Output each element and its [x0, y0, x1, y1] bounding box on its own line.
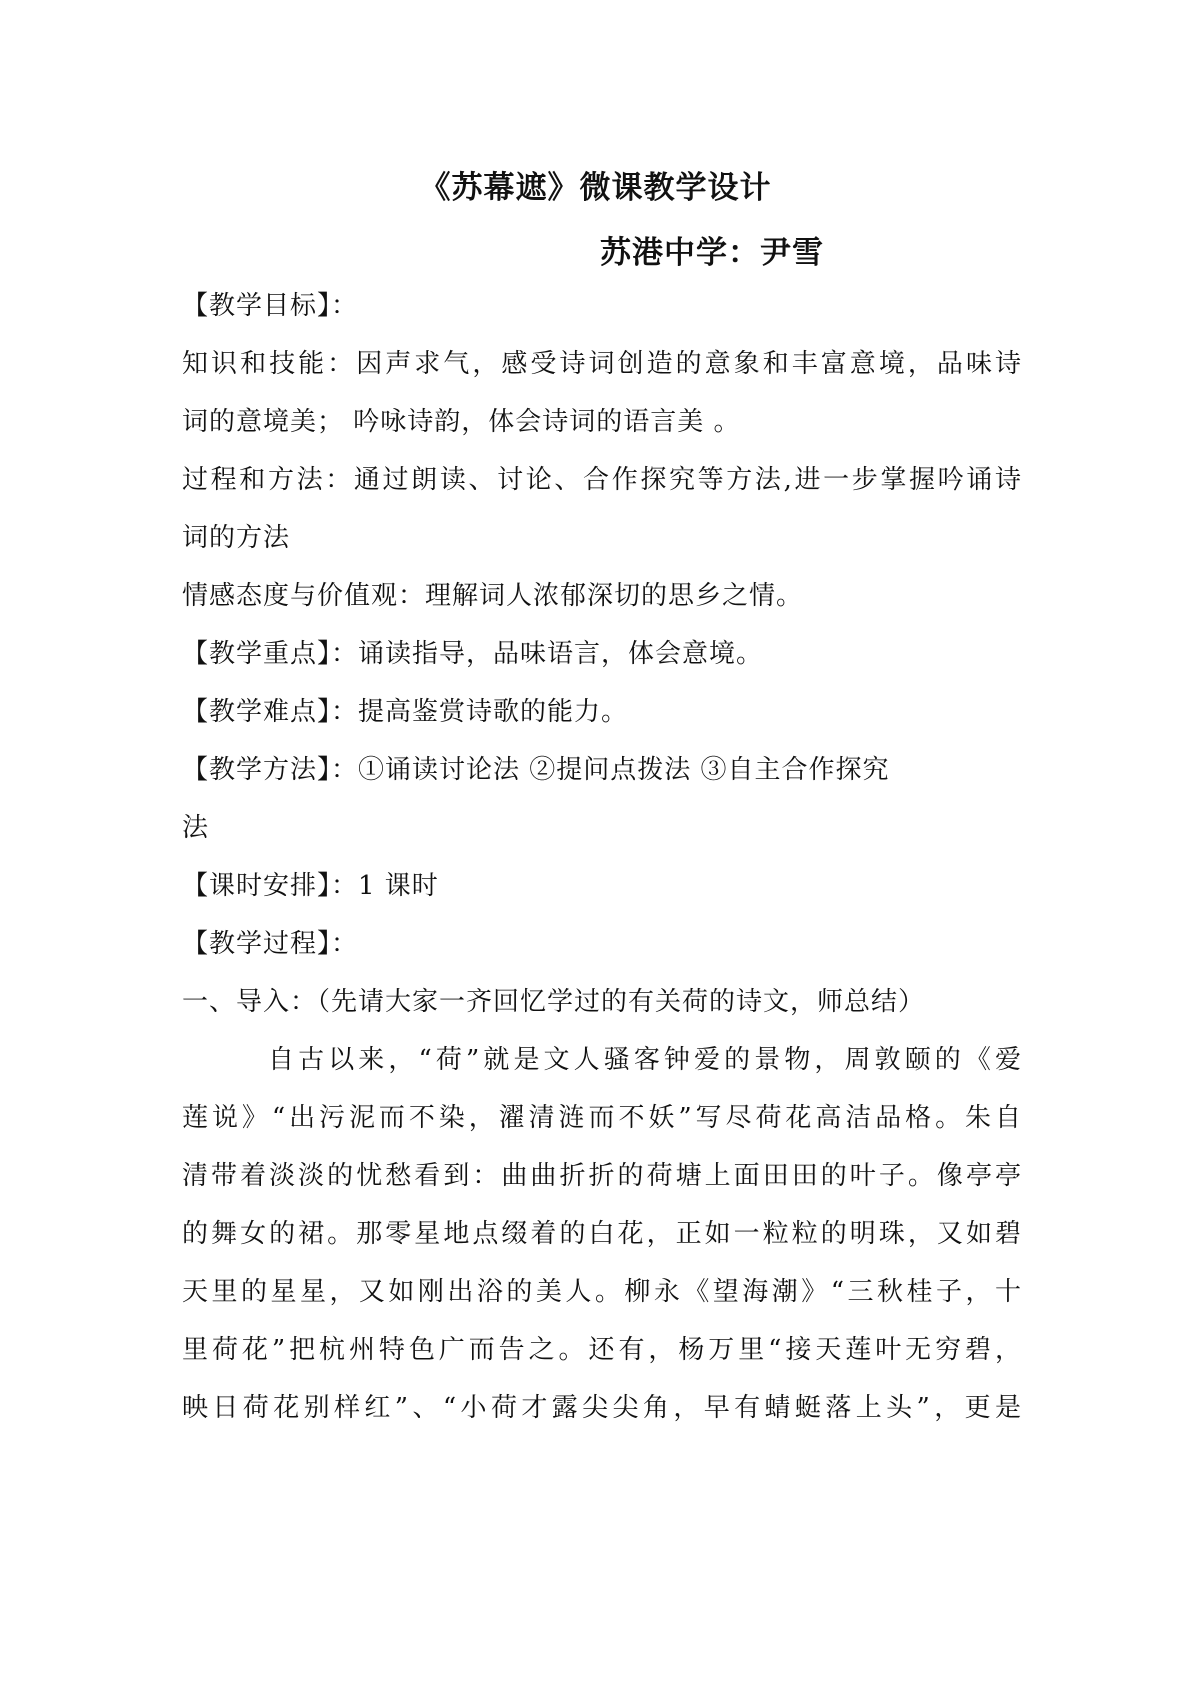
- paragraph-line: 映日荷花别样红”、“小荷才露尖尖角，早有蜻蜓落上头”，更是: [182, 1393, 1022, 1423]
- section-heading-schedule: 【课时安排】：1 课时: [182, 871, 439, 901]
- paragraph-line: 词的意境美； 吟咏诗韵，体会诗词的语言美 。: [182, 407, 741, 437]
- paragraph-line: 情感态度与价值观：理解词人浓郁深切的思乡之情。: [182, 581, 804, 611]
- paragraph-line: 里荷花”把杭州特色广而告之。还有，杨万里“接天莲叶无穷碧，: [182, 1335, 1022, 1365]
- document-author: 苏港中学：尹雪: [600, 235, 824, 271]
- paragraph-line: 知识和技能：因声求气，感受诗词创造的意象和丰富意境，品味诗: [182, 349, 1022, 379]
- section-heading-process: 【教学过程】：: [182, 929, 359, 959]
- paragraph-line: 清带着淡淡的忧愁看到：曲曲折折的荷塘上面田田的叶子。像亭亭: [182, 1161, 1022, 1191]
- paragraph-line: 自古以来，“荷”就是文人骚客钟爱的景物，周敦颐的《爱: [268, 1045, 1022, 1075]
- subsection-heading-intro: 一、导入：（先请大家一齐回忆学过的有关荷的诗文，师总结）: [182, 987, 926, 1017]
- paragraph-line: 的舞女的裙。那零星地点缀着的白花，正如一粒粒的明珠，又如碧: [182, 1219, 1022, 1249]
- section-heading-key-points: 【教学重点】：诵读指导，品味语言，体会意境。: [182, 639, 764, 669]
- paragraph-line: 莲说》“出污泥而不染，濯清涟而不妖”写尽荷花高洁品格。朱自: [182, 1103, 1022, 1133]
- document-title: 《苏幕遮》微课教学设计: [419, 170, 772, 206]
- paragraph-line: 词的方法: [182, 523, 291, 553]
- paragraph-line: 天里的星星，又如刚出浴的美人。柳永《望海潮》“三秋桂子，十: [182, 1277, 1022, 1307]
- section-heading-objectives: 【教学目标】：: [182, 291, 359, 321]
- section-heading-methods: 【教学方法】：①诵读讨论法 ②提问点拨法 ③自主合作探究: [182, 755, 890, 785]
- paragraph-line: 过程和方法：通过朗读、讨论、合作探究等方法,进一步掌握吟诵诗: [182, 465, 1022, 495]
- section-heading-difficulties: 【教学难点】：提高鉴赏诗歌的能力。: [182, 697, 629, 727]
- paragraph-line: 法: [182, 813, 210, 843]
